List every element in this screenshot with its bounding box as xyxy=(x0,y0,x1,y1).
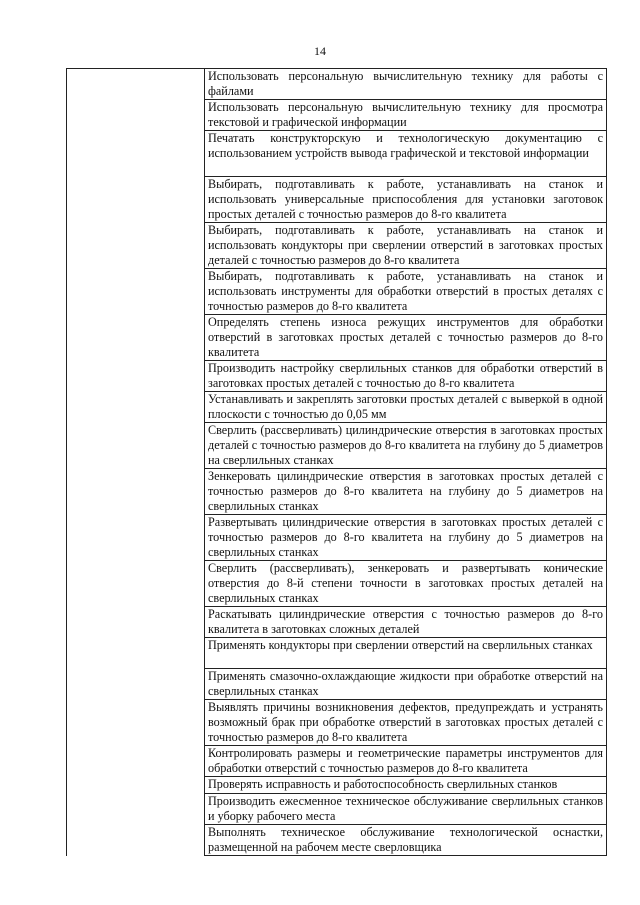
page-number: 14 xyxy=(314,44,326,58)
skill-row: Раскатывать цилиндрические отверстия с точностью размеров до 8-го квалитета в заготовках сложных деталей xyxy=(205,607,607,638)
skill-row: Определять степень износа режущих инструментов для обработки отверстий в заготовках простых деталей с точностью размеров до 8-го квалитета xyxy=(205,315,607,361)
skill-row: Применять смазочно-охлаждающие жидкости при обработке отверстий на сверлильных станках xyxy=(205,669,607,700)
skill-row: Печатать конструкторскую и технологическую документацию с использованием устройств вывода графической и текстовой информации xyxy=(205,131,607,177)
skill-row: Использовать персональную вычислительную технику для работы с файлами xyxy=(205,69,607,100)
skills-table xyxy=(66,68,607,856)
skill-row: Развертывать цилиндрические отверстия в заготовках простых деталей с точностью размеров до 8-го квалитета на глубину до 5 диаметров на сверлильных станках xyxy=(205,515,607,561)
label-column xyxy=(67,69,205,856)
skill-row: Применять кондукторы при сверлении отверстий на сверлильных станках xyxy=(205,638,607,669)
skill-row: Контролировать размеры и геометрические параметры инструментов для обработки отверстий с точностью размеров до 8-го квалитета xyxy=(205,746,607,777)
skill-row: Проверять исправность и работоспособность сверлильных станков xyxy=(205,777,607,794)
skill-row: Зенкеровать цилиндрические отверстия в заготовках простых деталей с точностью размеров до 8-го квалитета на глубину до 5 диаметров на сверлильных станках xyxy=(205,469,607,515)
skill-row: Сверлить (рассверливать) цилиндрические отверстия в заготовках простых деталей с точностью размеров до 8-го квалитета на глубину до 5 диаметров на сверлильных станках xyxy=(205,423,607,469)
skill-row: Выбирать, подготавливать к работе, устанавливать на станок и использовать универсальные приспособления для установки заготовок простых деталей с точностью размеров до 8-го квалитета xyxy=(205,177,607,223)
skill-row: Устанавливать и закреплять заготовки простых деталей с выверкой в одной плоскости с точностью до 0,05 мм xyxy=(205,392,607,423)
skill-row: Использовать персональную вычислительную технику для просмотра текстовой и графической информации xyxy=(205,100,607,131)
skill-row: Выбирать, подготавливать к работе, устанавливать на станок и использовать инструменты для обработки отверстий в простых деталях с точностью размеров до 8-го квалитета xyxy=(205,269,607,315)
skills-column xyxy=(205,69,607,856)
skill-row: Выполнять техническое обслуживание технологической оснастки, размещенной на рабочем месте сверловщика xyxy=(205,825,607,856)
skill-row: Выявлять причины возникновения дефектов, предупреждать и устранять возможный брак при обработке отверстий в заготовках простых деталей с точностью размеров до 8-го квалитета xyxy=(205,700,607,746)
skill-row: Производить настройку сверлильных станков для обработки отверстий в заготовках простых деталей с точностью до 8-го квалитета xyxy=(205,361,607,392)
skill-row: Производить ежесменное техническое обслуживание сверлильных станков и уборку рабочего места xyxy=(205,794,607,825)
skill-row: Сверлить (рассверливать), зенкеровать и развертывать конические отверстия до 8-й степени точности в заготовках простых деталей на сверлильных станках xyxy=(205,561,607,607)
skill-row: Выбирать, подготавливать к работе, устанавливать на станок и использовать кондукторы при сверлении отверстий в заготовках простых деталей с точностью размеров до 8-го квалитета xyxy=(205,223,607,269)
